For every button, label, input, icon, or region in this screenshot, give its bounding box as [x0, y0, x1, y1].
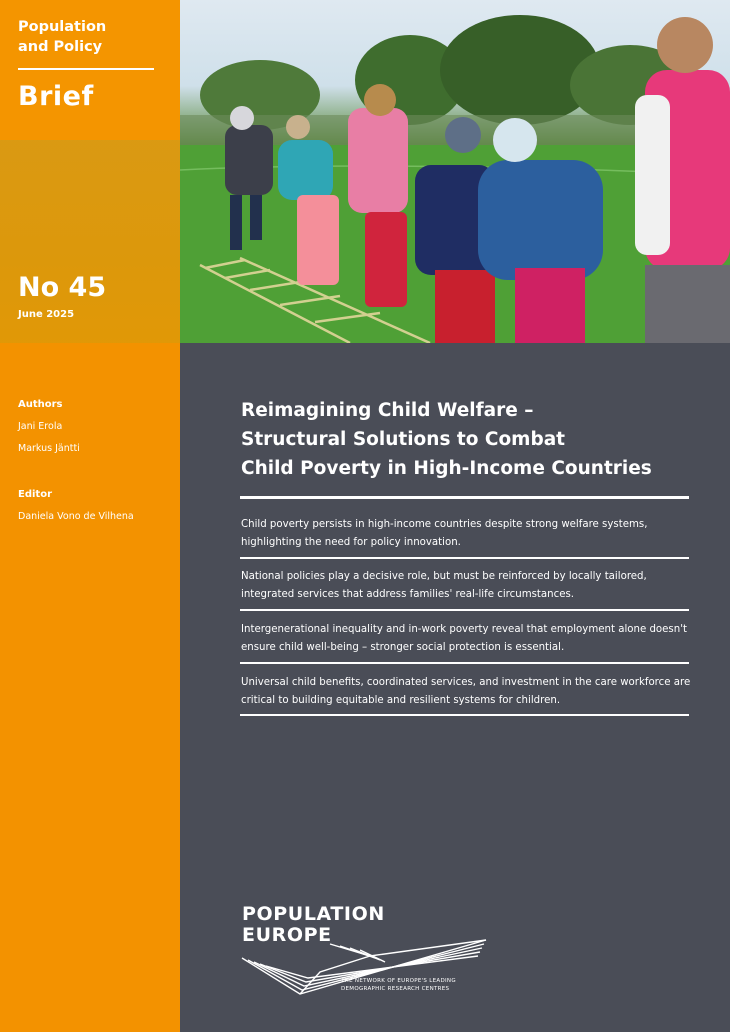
series-name [18, 17, 106, 57]
tagline-line-1: THE NETWORK OF EUROPE'S LEADING [341, 978, 456, 984]
title-divider [240, 496, 689, 499]
title-line-2: Structural Solutions to Combat [241, 429, 566, 450]
editor-label: Editor [18, 489, 52, 500]
tagline-line-2: DEMOGRAPHIC RESEARCH CENTRES [341, 986, 450, 992]
author-name: Jani Erola [18, 421, 63, 432]
title-line-1: Reimagining Child Welfare – [241, 400, 534, 421]
key-point: Child poverty persists in high-income countries despite strong welfare systems, highlighting the need for policy innovation. [241, 519, 648, 548]
series-line-2: and Policy [18, 39, 103, 55]
logo-line-2: EUROPE [242, 924, 332, 946]
series-line-1: Population [18, 19, 107, 35]
author-name: Markus Jäntti [18, 443, 80, 454]
series-divider [18, 68, 154, 70]
cover-photo [180, 0, 730, 343]
logo-line-1: POPULATION [242, 903, 385, 925]
issue-number: No 45 [18, 272, 107, 303]
divider [240, 662, 689, 664]
divider [240, 609, 689, 611]
key-point: Universal child benefits, coordinated services, and investment in the care workforce are critical to building equitable and resilient systems for children. [241, 677, 691, 706]
title-line-3: Child Poverty in High-Income Countries [241, 458, 652, 479]
issue-date: June 2025 [18, 309, 75, 320]
authors-label: Authors [18, 399, 63, 410]
key-point: National policies play a decisive role, but must be reinforced by locally tailored, integrated services that address families' real-life circumstances. [241, 571, 647, 600]
editor-name: Daniela Vono de Vilhena [18, 511, 134, 522]
series-type: Brief [18, 81, 94, 112]
page-title [241, 396, 701, 483]
key-point: Intergenerational inequality and in-work poverty reveal that employment alone doesn't ensure child well-being – stronger social protection is essential. [241, 624, 687, 653]
children-playing-illustration [180, 0, 730, 343]
divider [240, 714, 689, 716]
logo-tagline [341, 977, 456, 993]
divider [240, 557, 689, 559]
